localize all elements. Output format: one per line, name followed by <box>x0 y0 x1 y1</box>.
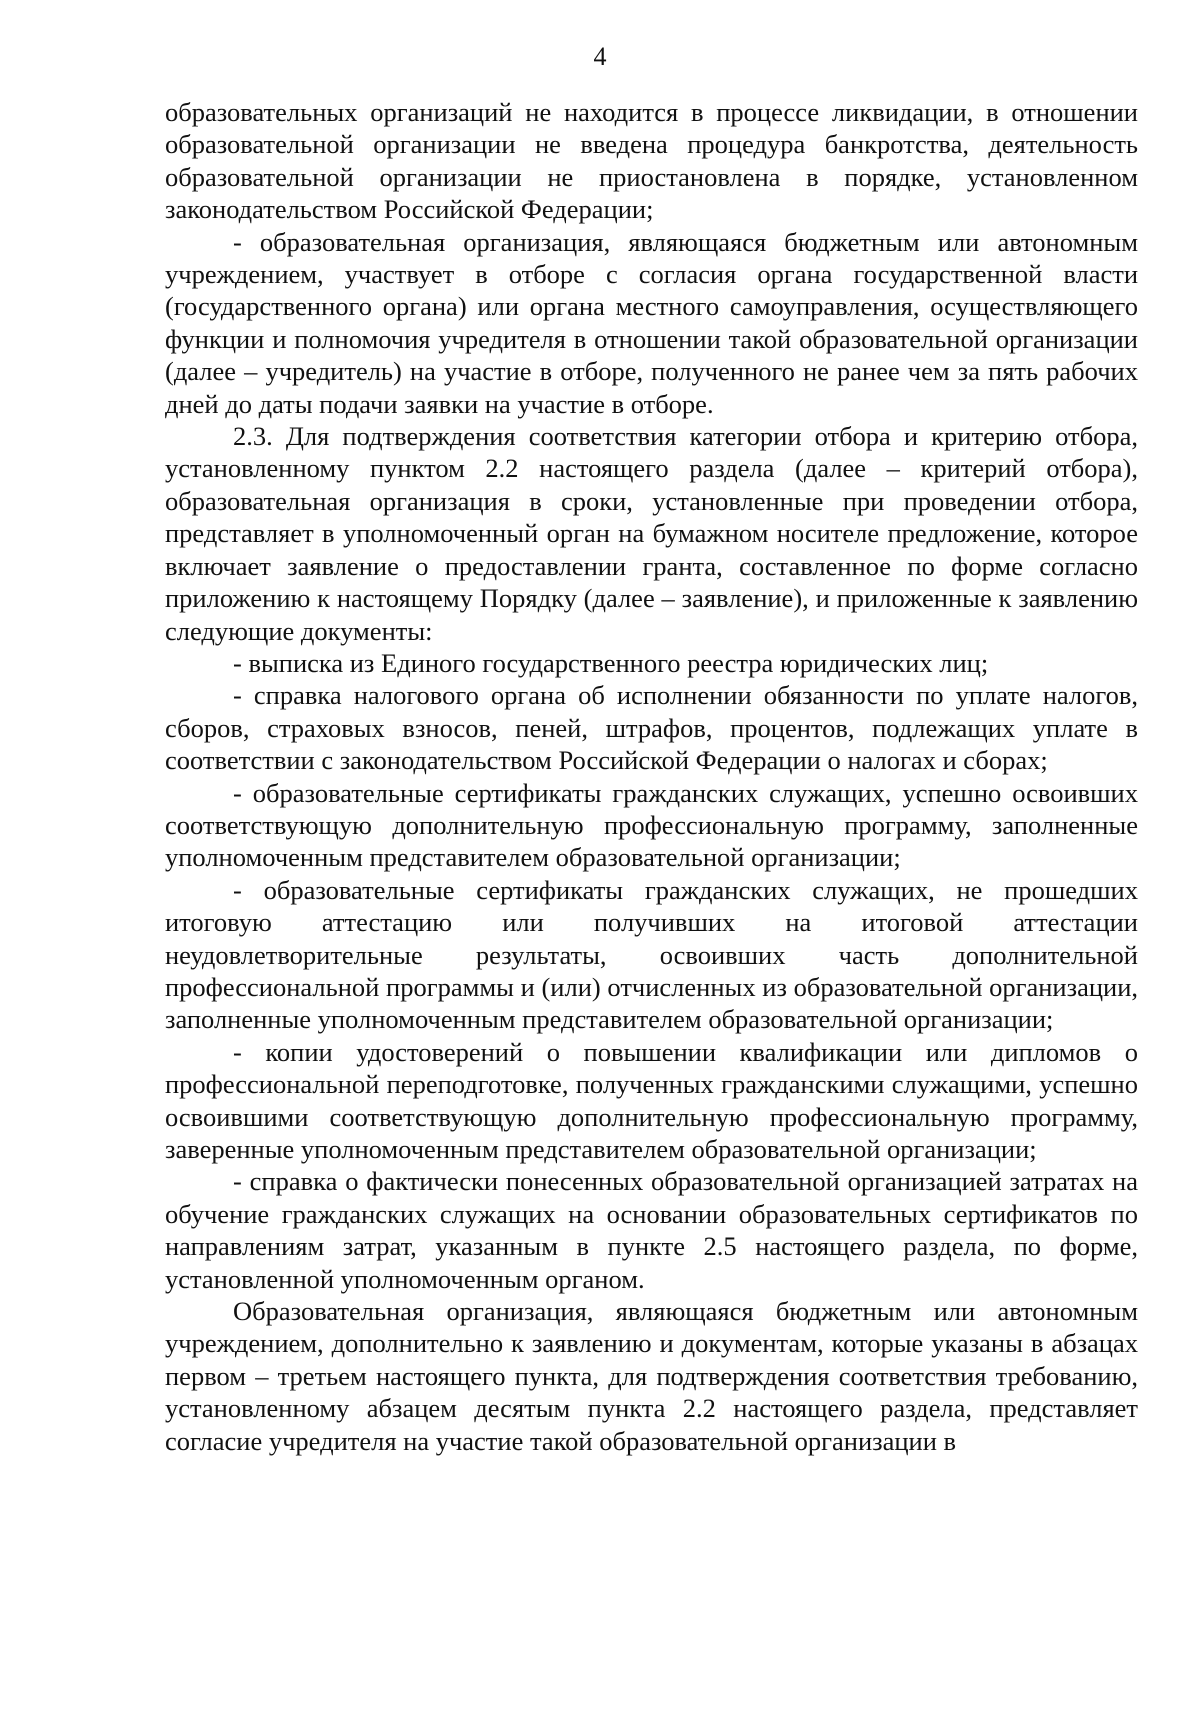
paragraph-9: - справка о фактически понесенных образовательной организацией затратах на обучение гражданских служащих на основании образовательных сертификатов по направлениям затрат, указанным в пункте 2.5 настоящего раздела, по форме, установленной уполномоченным органом. <box>165 1166 1138 1294</box>
paragraph-3: 2.3. Для подтверждения соответствия категории отбора и критерию отбора, установленному пунктом 2.2 настоящего раздела (далее – критерий отбора), образовательная организация в сроки, установленные при проведении отбора, представляет в уполномоченный орган на бумажном носителе предложение, которое включает заявление о предоставлении гранта, составленное по форме согласно приложению к настоящему Порядку (далее – заявление), и приложенные к заявлению следующие документы: <box>165 421 1138 646</box>
paragraph-1: образовательных организаций не находится в процессе ликвидации, в отношении образовательной организации не введена процедура банкротства, деятельность образовательной организации не приостановлена в порядке, установленном законодательством Российской Федерации; <box>165 97 1138 225</box>
paragraph-4: - выписка из Единого государственного реестра юридических лиц; <box>233 647 989 678</box>
paragraph-6: - образовательные сертификаты гражданских служащих, успешно освоивших соответствующую дополнительную профессиональную программу, заполненные уполномоченным представителем образовательной организации; <box>165 777 1138 873</box>
paragraph-5: - справка налогового органа об исполнении обязанности по уплате налогов, сборов, страховых взносов, пеней, штрафов, процентов, подлежащих уплате в соответствии с законодательством Российской Федерации о налогах и сборах; <box>165 680 1138 776</box>
page-number: 4 <box>593 42 607 71</box>
document-body <box>165 96 1138 1457</box>
paragraph-7: - образовательные сертификаты гражданских служащих, не прошедших итоговую аттестацию или получивших на итоговой аттестации неудовлетворительные результаты, освоивших часть дополнительной профессиональной программы и (или) отчисленных из образовательной организации, заполненные уполномоченным представителем образовательной организации; <box>165 874 1138 1035</box>
paragraph-10: Образовательная организация, являющаяся бюджетным или автономным учреждением, дополнительно к заявлению и документам, которые указаны в абзацах первом – третьем настоящего пункта, для подтверждения соответствия требованию, установленному абзацем десятым пункта 2.2 настоящего раздела, представляет согласие учредителя на участие такой образовательной организации в <box>165 1296 1138 1456</box>
paragraph-2: - образовательная организация, являющаяся бюджетным или автономным учреждением, участвует в отборе с согласия органа государственной власти (государственного органа) или органа местного самоуправления, осуществляющего функции и полномочия учредителя в отношении такой образовательной организации (далее – учредитель) на участие в отборе, полученного не ранее чем за пять рабочих дней до даты подачи заявки на участие в отборе. <box>165 226 1138 419</box>
paragraph-8: - копии удостоверений о повышении квалификации или дипломов о профессиональной переподготовке, полученных гражданскими служащими, успешно освоившими соответствующую дополнительную профессиональную программу, заверенные уполномоченным представителем образовательной организации; <box>165 1036 1138 1164</box>
